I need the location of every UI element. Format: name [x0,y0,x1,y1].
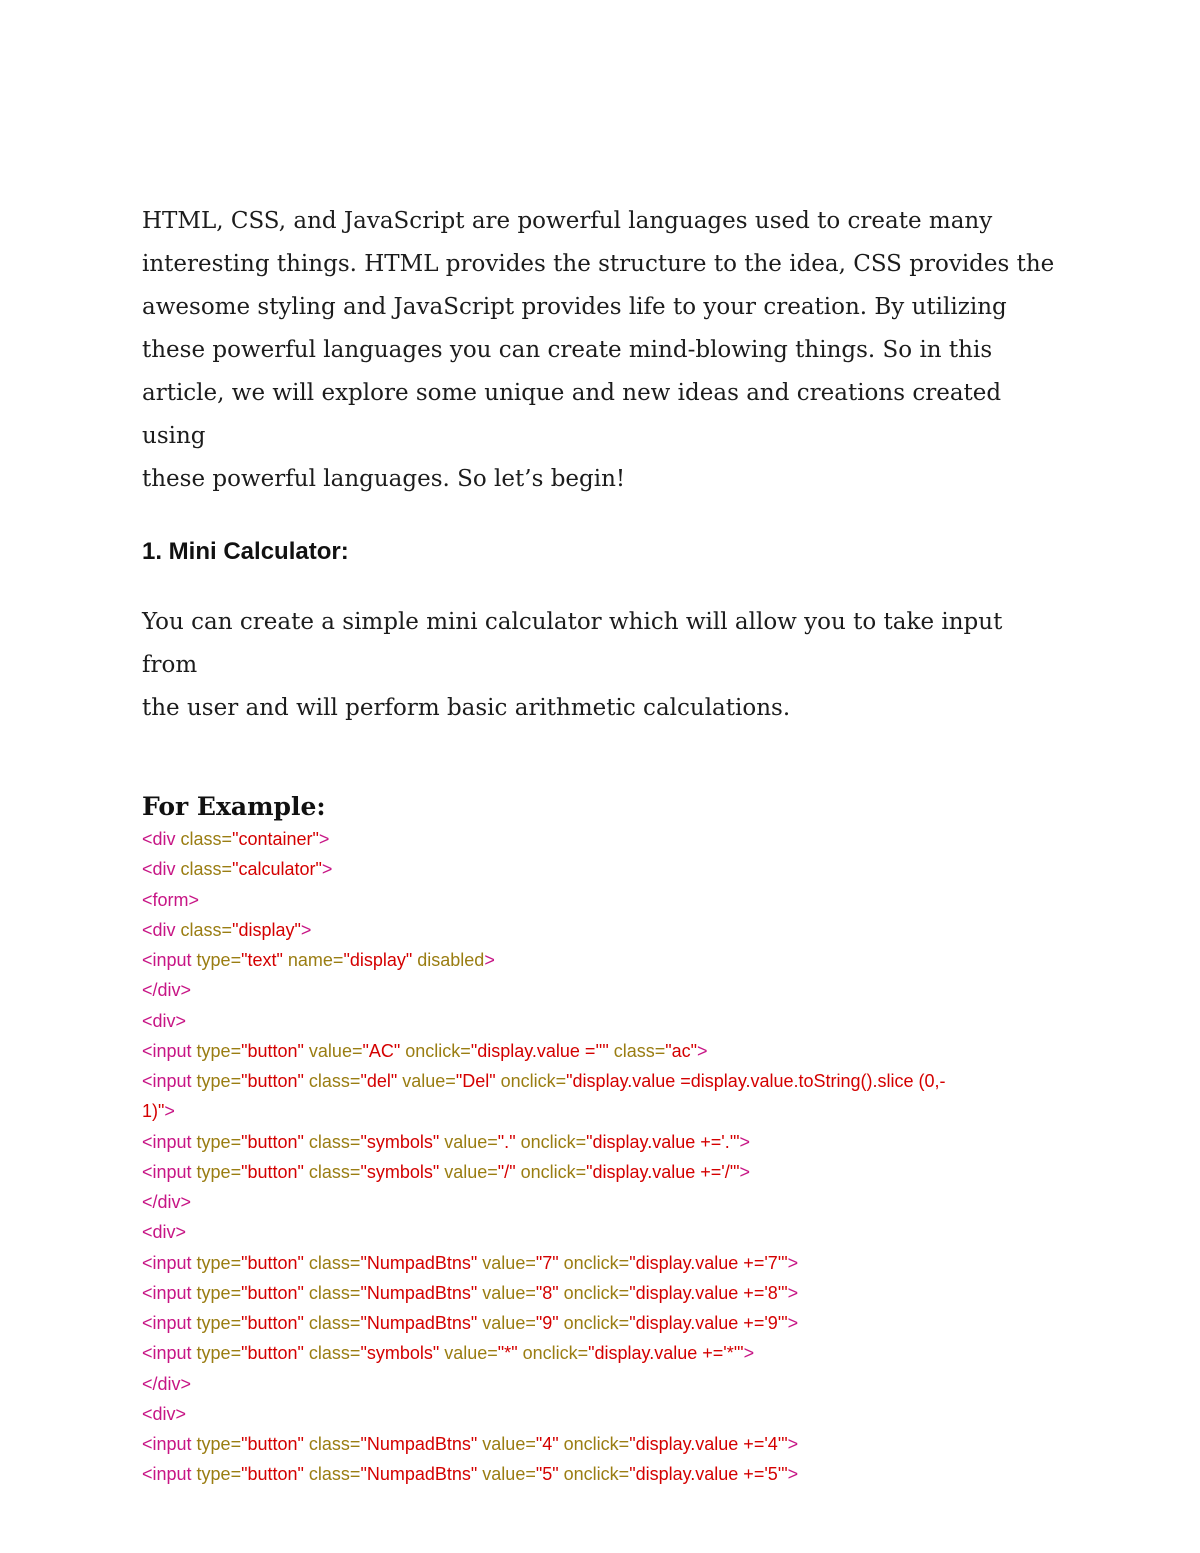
code-token: > [787,1252,799,1273]
code-token: class= [608,1040,666,1061]
code-line [142,915,1062,945]
code-token: "button" [241,1464,304,1485]
code-token: "ac" [665,1040,698,1061]
code-token: "display.value +='5'" [629,1464,788,1485]
code-token: "button" [241,1040,304,1061]
code-token: value= [477,1252,536,1273]
code-token: class= [303,1434,361,1454]
code-line [142,1066,1062,1096]
code-token: "container" [232,829,319,849]
code-token: <div [142,919,181,940]
code-token: <input [142,1071,197,1091]
code-line [142,1006,1062,1036]
code-token: <input [142,1252,197,1273]
code-token: "button" [241,1313,304,1333]
code-line [142,1157,1062,1187]
code-token: class= [303,1282,361,1303]
code-token: "display.value +='*'" [588,1343,744,1364]
code-token: > [484,950,495,970]
code-token: onclick= [400,1040,471,1061]
code-token: <input [142,1282,197,1303]
code-token: onclick= [558,1434,630,1454]
code-token: "button" [241,1131,304,1152]
code-token: <div [142,829,181,849]
code-token: </div> [142,1373,192,1394]
code-token: "display.value +='8'" [629,1282,788,1303]
code-token: > [787,1313,799,1333]
code-token: "AC" [362,1040,401,1061]
section-heading: 1. Mini Calculator: [142,538,349,565]
code-line [142,1248,1062,1278]
code-token: type= [196,1434,242,1454]
code-token: > [787,1464,799,1485]
code-token: > [321,859,333,880]
code-token: "NumpadBtns" [360,1434,478,1454]
code-token: "display.value =display.value.toString().slice (0,- [566,1071,946,1091]
code-token: type= [196,1282,242,1303]
code-token: type= [196,1071,242,1091]
code-token: "calculator" [232,859,322,880]
section-paragraph: You can create a simple mini calculator which will allow you to take input from the user and will perform basic arithmetic calculations. [142,609,1003,721]
code-token: "symbols" [360,1161,440,1182]
code-token: "/" [497,1161,516,1182]
code-token: type= [196,1464,242,1485]
code-token: value= [477,1282,536,1303]
code-line [142,885,1062,915]
code-token: onclick= [517,1343,589,1364]
code-line [142,975,1062,1005]
code-block [142,824,1062,1490]
code-line [142,1278,1062,1308]
code-token: class= [180,829,233,849]
code-token: class= [303,1252,361,1273]
code-token: type= [196,1252,242,1273]
code-token: "button" [241,1161,304,1182]
code-token: "display" [232,919,301,940]
code-token: "button" [241,1252,304,1273]
code-line [142,1369,1062,1399]
code-token: "del" [360,1071,398,1091]
code-token: "7" [535,1252,559,1273]
code-token: > [697,1040,708,1061]
code-line [142,824,1062,854]
code-token: onclick= [515,1131,587,1152]
code-token: 1)" [142,1101,165,1122]
code-token: onclick= [558,1252,630,1273]
code-token: "text" [241,950,283,970]
code-token: "button" [241,1071,304,1091]
code-token: <input [142,1434,197,1454]
code-token: type= [196,950,242,970]
code-token: "*" [497,1343,518,1364]
code-token: disabled [412,950,485,970]
code-token: <div> [142,1222,187,1243]
code-token: "symbols" [360,1343,440,1364]
code-token: "Del" [455,1071,496,1091]
code-token: "NumpadBtns" [360,1313,478,1333]
code-token: value= [477,1434,536,1454]
code-token: onclick= [515,1161,587,1182]
example-label: For Example: [142,792,326,821]
code-token: <form> [142,889,200,910]
code-token: > [787,1282,799,1303]
code-token: > [743,1343,755,1364]
code-token: "button" [241,1434,304,1454]
code-token: "display.value +='/'" [586,1161,740,1182]
code-token: "symbols" [360,1131,440,1152]
code-line [142,1036,1062,1066]
code-token: "NumpadBtns" [360,1464,478,1485]
code-token: class= [303,1464,361,1485]
code-token: onclick= [495,1071,567,1091]
code-token: "display.value +='4'" [629,1434,788,1454]
code-token: > [739,1131,751,1152]
code-token: <div> [142,1010,187,1031]
code-line [142,1217,1062,1247]
code-token: value= [439,1131,498,1152]
code-token: > [164,1101,175,1122]
code-token: class= [303,1313,361,1333]
code-token: value= [397,1071,456,1091]
code-token: class= [303,1131,361,1152]
code-line [142,1187,1062,1217]
code-token: <input [142,1131,197,1152]
code-token: "8" [535,1282,559,1303]
code-token: onclick= [558,1464,630,1485]
code-token: class= [180,919,233,940]
code-token: value= [477,1313,536,1333]
code-token: </div> [142,980,192,1001]
code-token: "button" [241,1282,304,1303]
code-line [142,1127,1062,1157]
code-token: "NumpadBtns" [360,1252,478,1273]
code-line [142,1308,1062,1338]
code-token: </div> [142,1192,192,1212]
code-line [142,1338,1062,1368]
code-token: > [739,1161,751,1182]
document-page [142,200,1062,1490]
code-token: "4" [535,1434,559,1454]
code-token: "NumpadBtns" [360,1282,478,1303]
code-token: class= [303,1071,361,1091]
code-token: value= [477,1464,536,1485]
code-token: <input [142,1464,197,1485]
code-token: onclick= [558,1313,630,1333]
code-token: "display.value +='9'" [629,1313,788,1333]
code-token: <input [142,1343,197,1364]
code-token: > [300,919,312,940]
code-token: type= [196,1040,242,1061]
code-token: class= [180,859,233,880]
code-token: > [318,829,330,849]
code-line [142,1096,1062,1126]
code-token: value= [439,1161,498,1182]
code-token: "display.value +='7'" [629,1252,788,1273]
code-token: <input [142,1313,197,1333]
code-token: "display" [343,950,413,970]
code-token: onclick= [558,1282,630,1303]
code-token: value= [303,1040,363,1061]
code-token: "9" [535,1313,559,1333]
code-token: <div> [142,1403,187,1424]
code-token: type= [196,1161,242,1182]
code-line [142,1459,1062,1489]
code-token: value= [439,1343,498,1364]
code-token: class= [303,1343,361,1364]
code-token: type= [196,1313,242,1333]
code-line [142,854,1062,884]
code-token: "." [497,1131,516,1152]
code-line [142,1429,1062,1459]
code-token: "display.value +='.'" [586,1131,740,1152]
code-token: "button" [241,1343,304,1364]
intro-paragraph: HTML, CSS, and JavaScript are powerful languages used to create many interesting things. HTML provides the structure to the idea, CSS provides the awesome styling and JavaScript provides life to your creation. By utilizing these powerful languages you can create mind-blowing things. So in this article, we will explore some unique and new ideas and creations created using these powerful languages. So let’s begin! [142,208,1055,492]
code-token: "5" [535,1464,559,1485]
code-token: class= [303,1161,361,1182]
code-token: name= [282,950,344,970]
code-token: > [787,1434,799,1454]
code-line [142,1399,1062,1429]
code-token: <input [142,1161,197,1182]
code-token: "display.value =''" [470,1040,609,1061]
code-token: <input [142,1040,197,1061]
code-line [142,945,1062,975]
code-token: <input [142,950,197,970]
code-token: <div [142,859,181,880]
code-token: type= [196,1343,242,1364]
code-token: type= [196,1131,242,1152]
